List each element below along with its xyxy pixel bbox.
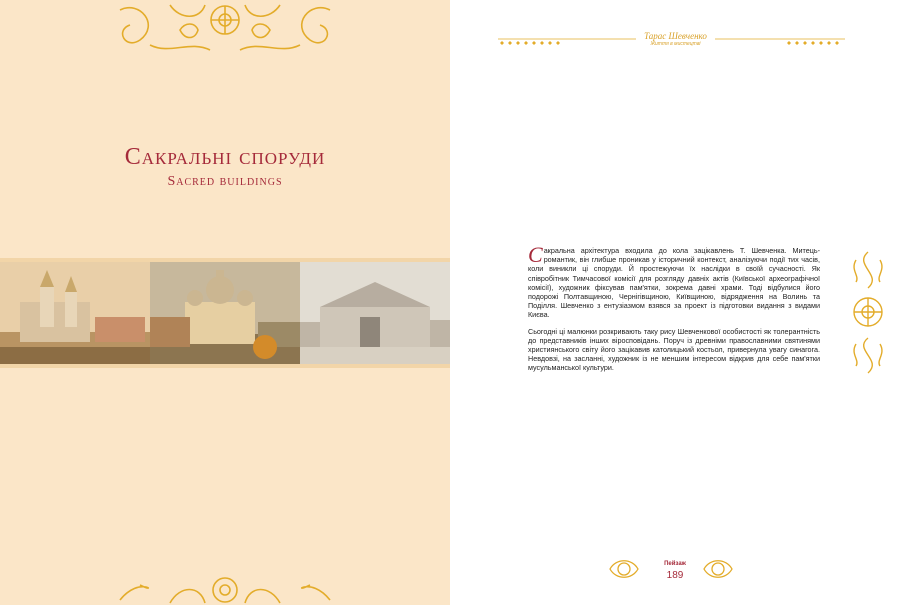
footer-section-label: Пейзаж (664, 561, 686, 567)
strip-border-bottom (0, 364, 450, 368)
book-header-subtitle: Життя в мистецтві (650, 41, 701, 47)
painting-synagogue (300, 262, 450, 364)
body-text (528, 242, 820, 380)
floral-ornament-bottom-icon (110, 565, 340, 605)
footer-ornament-right-icon (702, 556, 734, 582)
book-header-title: Тарас Шевченко (644, 31, 707, 41)
painting-monastery (0, 262, 150, 364)
section-title-english: Sacred buildings (167, 174, 283, 189)
paragraph-2: Сьогодні ці малюнки розкривають таку рису Шевченкової особистості як толерантність до представників інших віросповідань. Поруч із древніми православними святинями християнського світу його зацікавив католицький костьол, привернула увагу синагога. Невдовзі, на засланні, художник із не меншим інтересом відкрив для себе пам'ятки мусульманської культури. (528, 326, 820, 373)
header-rule-right-icon (715, 38, 845, 46)
footer-ornament-left-icon (608, 556, 640, 582)
right-page (450, 0, 900, 605)
side-floral-ornament-icon (848, 250, 888, 375)
floral-ornament-top-icon (110, 0, 340, 60)
paragraph-1: Сакральна архітектура входила до кола зацікавлень Т. Шевченка. Митець-романтик, він глибше проникав у історичний контекст, аналізуючи події тих часів, коли виникли ці споруди. Й простежуючи їх наслідки в своїй сучасності. Як співробітник Тимчасової комісії для розгляду давніх актів (Київської археографічної комісії), художник фіксував пам'ятки, зокрема давні храми. Тоді відбулися його подорожі Полтавщиною, Чернігівщиною, Київщиною, відрядження на Волинь та Поділля. Шевченко з ентузіазмом взявся за проект із підготовки видання з видами Києва. (528, 242, 820, 320)
drop-cap: С (528, 242, 543, 267)
page-number: 189 (666, 570, 684, 581)
header-rule-left-icon (498, 38, 636, 46)
section-title-ukrainian: Сакральні споруди (124, 144, 326, 170)
painting-church (150, 262, 300, 364)
